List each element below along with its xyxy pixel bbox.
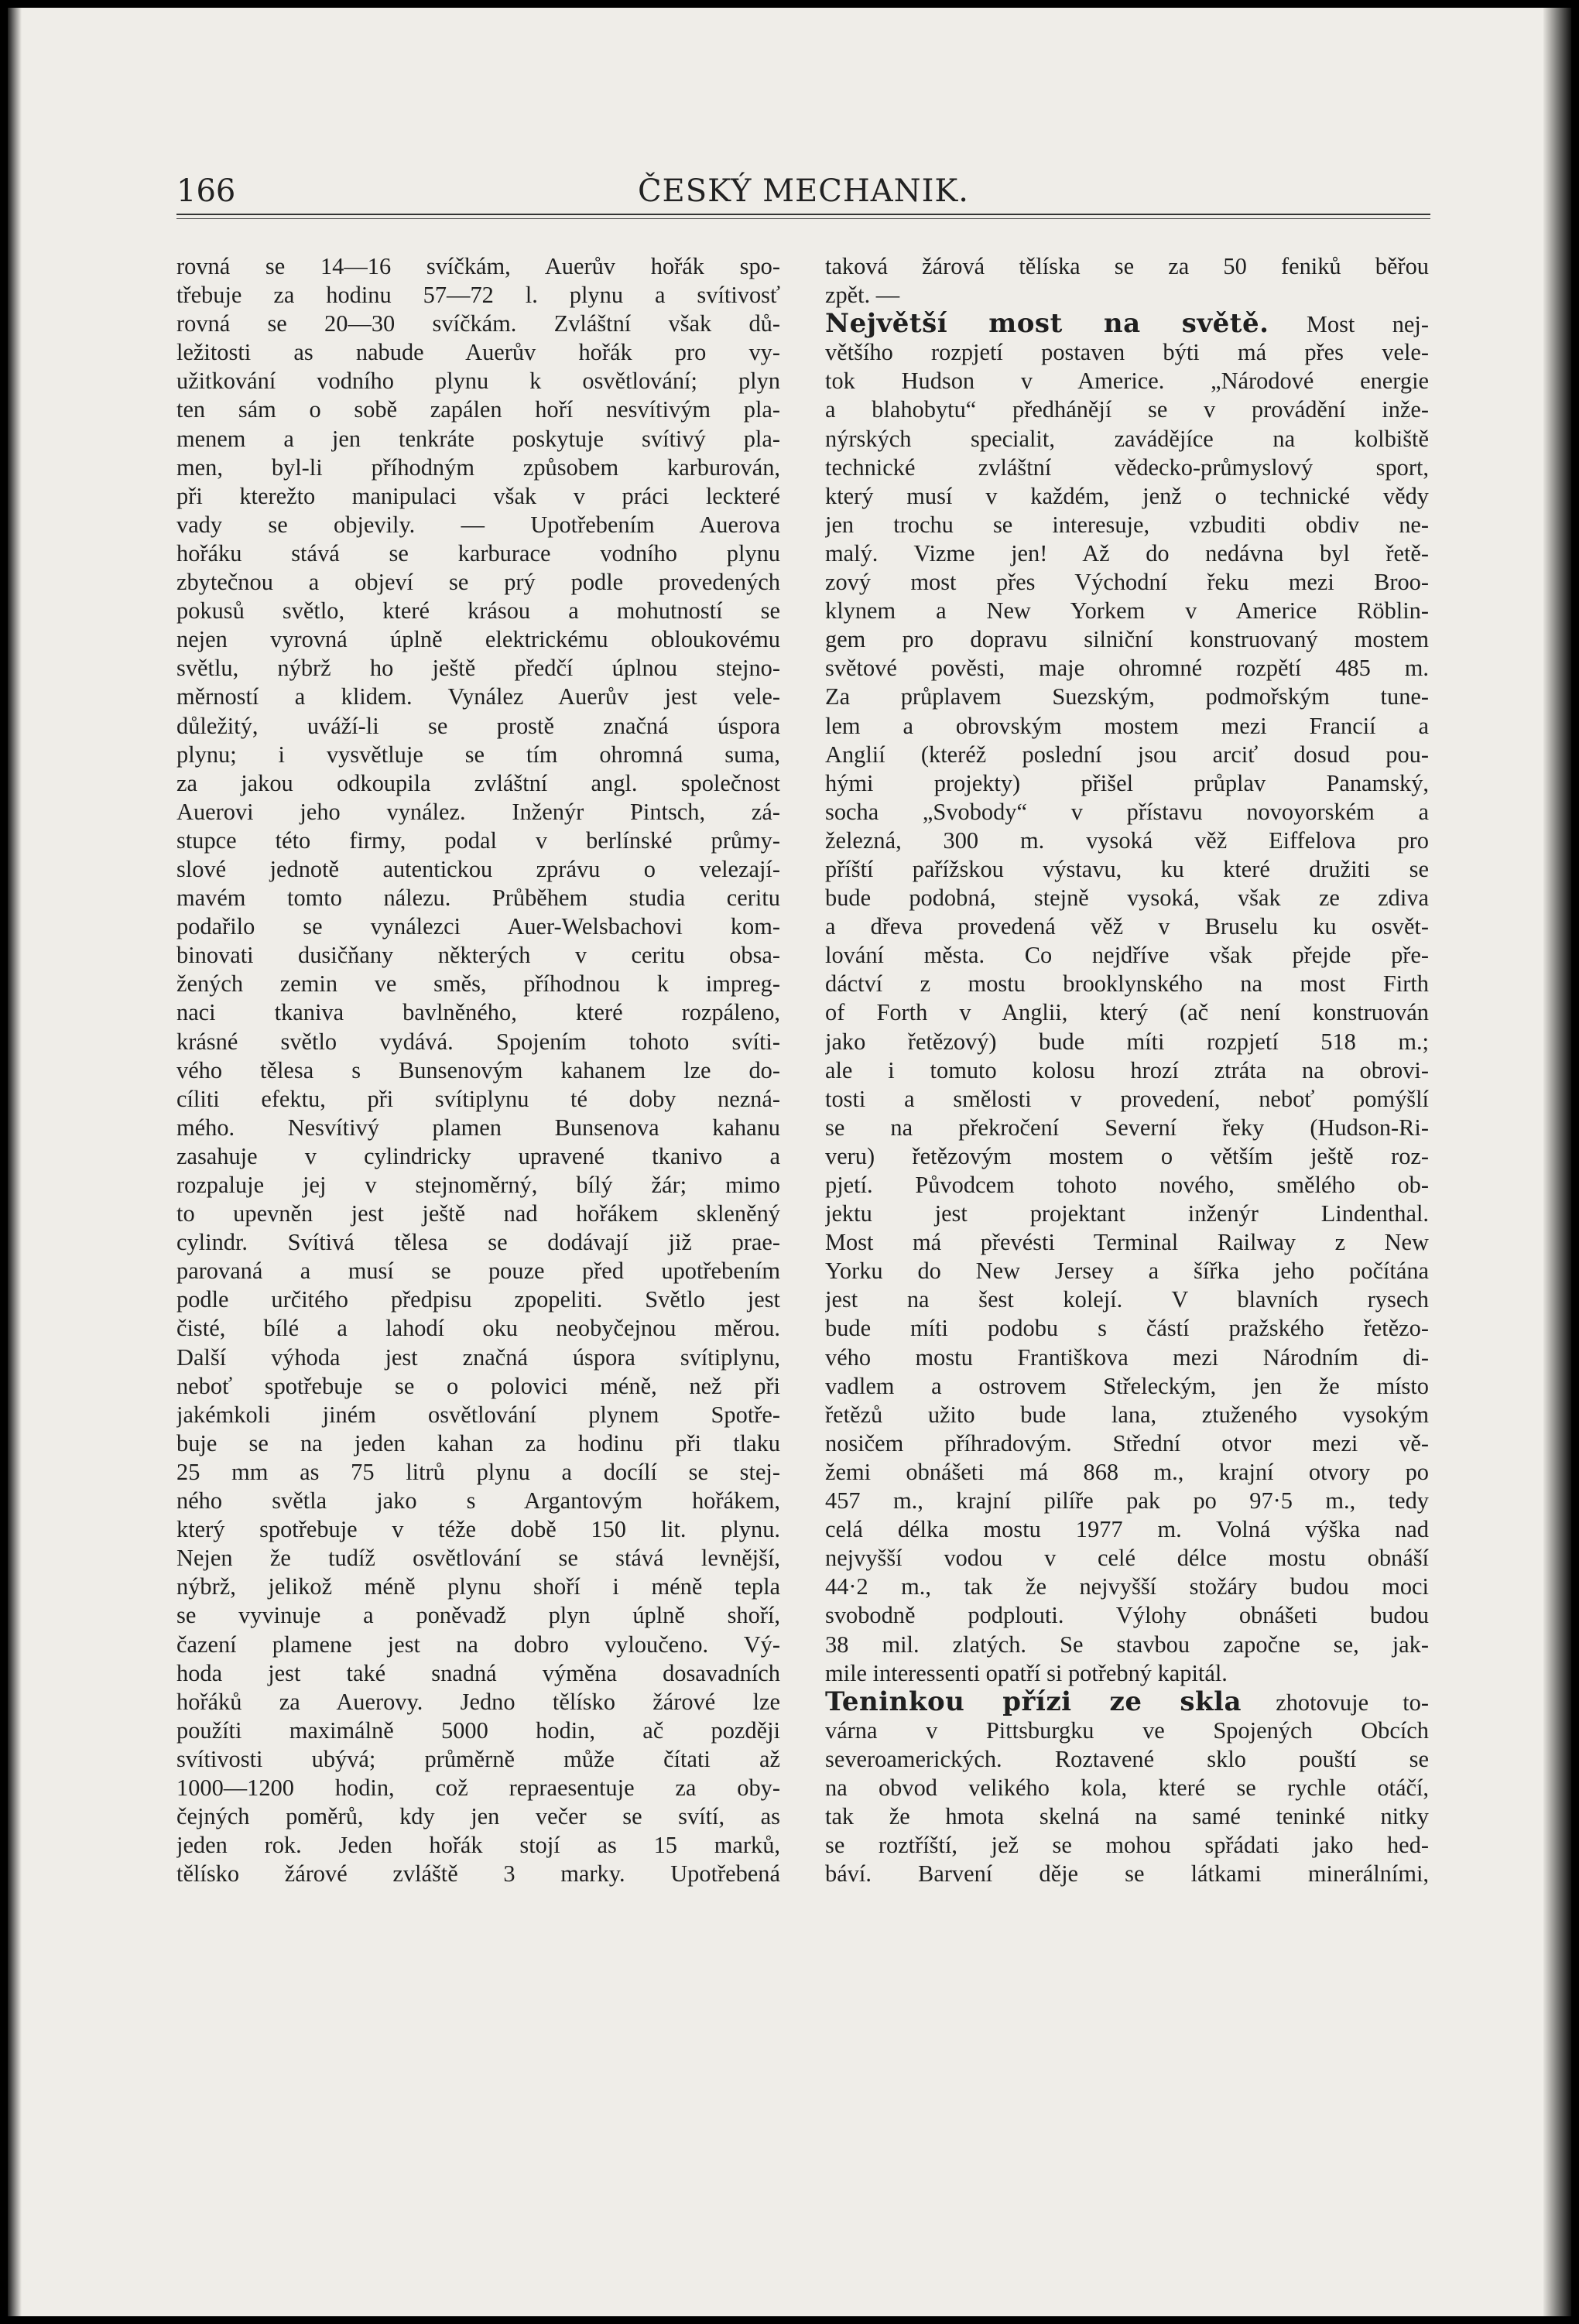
text-line: krásné světlo vydává. Spojením tohoto svíti- [176, 1028, 780, 1055]
text-line: of Forth v Anglii, který (ač není konstruován [825, 999, 1429, 1026]
text-line: mého. Nesvítivý plamen Bunsenova kahanu [176, 1114, 780, 1141]
text-line: Anglií (kteréž poslední jsou arciť dosud pou- [825, 741, 1429, 768]
text-line: 44·2 m., tak že nejvyšší stožáry budou moci [825, 1573, 1429, 1600]
text-line: nýrských specialit, zavádějíce na kolbiště [825, 425, 1429, 452]
text-line: na obvod velikého kola, které se rychle otáčí, [825, 1774, 1429, 1801]
text-line: Za průplavem Suezským, podmořským tune- [825, 683, 1429, 710]
header-rule [176, 214, 1430, 215]
text-line: menem a jen tenkráte poskytuje svítivý pla- [176, 425, 780, 452]
text-line: lem a obrovským mostem mezi Francií a [825, 712, 1429, 739]
text-line: ného světla jako s Argantovým hořákem, [176, 1487, 780, 1515]
text-line: hořáku stává se karburace vodního plynu [176, 539, 780, 566]
text-line: čejných poměrů, kdy jen večer se svítí, as [176, 1803, 780, 1830]
text-line: báví. Barvení děje se látkami minerálními, [825, 1860, 1429, 1888]
text-line: zbytečnou a objeví se prý podle provedených [176, 569, 780, 596]
text-line: to upevněn jest ještě nad hořákem skleněný [176, 1200, 780, 1227]
text-line: rovná se 20—30 svíčkám. Zvláštní však dů- [176, 310, 780, 337]
text-line: třebuje za hodinu 57—72 l. plynu a svítivosť [176, 282, 780, 309]
text-line: jen trochu se interesuje, vzbuditi obdiv ne- [825, 511, 1429, 538]
text-line: se vyvinuje a poněvadž plyn úplně shoří, [176, 1602, 780, 1629]
text-line: se roztříští, jež se mohou spřádati jako hed- [825, 1832, 1429, 1859]
text-line: tok Hudson v Americe. „Národové energie [825, 368, 1429, 395]
text-line: jakémkoli jiném osvětlování plynem Spotře- [176, 1401, 780, 1428]
left-column [176, 252, 780, 1888]
text-line: pjetí. Původcem tohoto nového, smělého ob- [825, 1172, 1429, 1198]
text-line: mile interessenti opatří si potřebný kapitál. [825, 1659, 1228, 1686]
text-line: gem pro dopravu silniční konstruovaný mostem [825, 626, 1429, 653]
text-line: vady se objevily. — Upotřebením Auerova [176, 511, 780, 538]
text-line: podařilo se vynálezci Auer-Welsbachovi kom- [176, 913, 780, 940]
text-line: parovaná a musí se pouze před upotřebením [176, 1258, 780, 1285]
text-line: 25 mm as 75 litrů plynu a docílí se stej- [176, 1458, 780, 1485]
text-line: se na překročení Severní řeky (Hudson-Ri- [825, 1114, 1429, 1141]
text-line: většího rozpjetí postaven býti má přes vele- [825, 339, 1429, 366]
text-line: hoda jest také snadná výměna dosavadních [176, 1659, 780, 1686]
text-line: za jakou odkoupila zvláštní angl. společnost [176, 769, 780, 796]
text-line: při kterežto manipulaci však v práci leckteré [176, 482, 780, 509]
text-line: bude podobná, stejně vysoká, však ze zdiva [825, 885, 1429, 912]
text-line: vého mostu Františkova mezi Národním di- [825, 1343, 1429, 1371]
text-line: veru) řetězovým mostem o větším ještě roz- [825, 1142, 1429, 1169]
text-line: a blahobytu“ předhánějí se v provádění inže- [825, 396, 1429, 423]
text-line: ležitosti as nabude Auerův hořák pro vy- [176, 339, 780, 366]
text-line: Další výhoda jest značná úspora svítiplynu, [176, 1343, 780, 1371]
text-line: světlu, nýbrž ho ještě předčí úplnou stejno- [176, 655, 780, 682]
text-line: nejen vyrovná úplně elektrickému obloukovému [176, 626, 780, 653]
text-line: zový most přes Východní řeku mezi Broo- [825, 569, 1429, 596]
text-line: binovati dusičňany některých v ceritu obsa- [176, 942, 780, 969]
text-line: nejvyšší vodou v celé délce mostu obnáší [825, 1545, 1429, 1572]
text-line: ale i tomuto kolosu hrozí ztráta na obrovi- [825, 1056, 1429, 1083]
text-line: zpět. — [825, 282, 900, 309]
text-line: 38 mil. zlatých. Se stavbou započne se, jak- [825, 1631, 1429, 1658]
text-line: nýbrž, jelikož méně plynu shoří i méně tepla [176, 1573, 780, 1600]
text-line: příští pařížskou výstavu, ku které družiti se [825, 855, 1429, 882]
text-line: taková žárová tělíska se za 50 feniků běřou [825, 253, 1429, 279]
text-line: hořáků za Auerovy. Jedno tělísko žárové lze [176, 1688, 780, 1715]
text-line: důležitý, uváží-li se prostě značná úspora [176, 712, 780, 739]
page-header [176, 169, 1430, 215]
heading-line-glass [825, 1688, 1429, 1716]
text-line: použíti maximálně 5000 hodin, ač později [176, 1716, 780, 1744]
text-line: naci tkaniva bavlněného, které rozpáleno, [176, 999, 780, 1026]
text-line: jektu jest projektant inženýr Lindenthal. [825, 1200, 1429, 1227]
text-line: slové jednotě autentickou zprávu o velezají- [176, 855, 780, 882]
text-line: cylindr. Svítivá tělesa se dodávají již prae- [176, 1229, 780, 1256]
text-line: řetězů užito bude lana, ztuženého vysokým [825, 1401, 1429, 1428]
heading-line-rest: zhotovuje to- [1242, 1689, 1429, 1716]
text-line: čazení plamene jest na dobro vyloučeno. Vý- [176, 1631, 780, 1658]
text-line: svítivosti ubývá; průměrně může čítati až [176, 1745, 780, 1772]
text-line: žemi obnášeti má 868 m., krajní otvory po [825, 1458, 1429, 1485]
text-line: zasahuje v cylindricky upravené tkanivo a [176, 1142, 780, 1169]
text-line: jeden rok. Jeden hořák stojí as 15 marků, [176, 1832, 780, 1859]
text-line: 1000—1200 hodin, což repraesentuje za oby- [176, 1774, 780, 1801]
text-line: ten sám o sobě zapálen hoří nesvítivým pla- [176, 396, 780, 423]
text-line: tak že hmota skelná na samé teninké nitky [825, 1803, 1429, 1830]
text-line: plynu; i vysvětluje se tím ohromná suma, [176, 741, 780, 768]
text-line: malý. Vizme jen! Až do nedávna byl řetě- [825, 539, 1429, 566]
text-line: celá délka mostu 1977 m. Volná výška nad [825, 1516, 1429, 1543]
text-line: železná, 300 m. vysoká věž Eiffelova pro [825, 827, 1429, 854]
text-line: užitkování vodního plynu k osvětlování; plyn [176, 368, 780, 395]
text-line: nosičem příhradovým. Střední otvor mezi vě- [825, 1429, 1429, 1456]
text-line: a dřeva provedená věž v Bruselu ku osvět- [825, 913, 1429, 940]
text-line: stupce této firmy, podal v berlínské průmy- [176, 827, 780, 854]
scan-edge-left [8, 8, 22, 2316]
text-line: podle určitého předpisu zpopeliti. Světlo jest [176, 1286, 780, 1313]
text-line: 457 m., krajní pilíře pak po 97·5 m., tedy [825, 1487, 1429, 1515]
text-line: tělísko žárové zvláště 3 marky. Upotřebená [176, 1860, 780, 1888]
page-number: 166 [176, 173, 236, 209]
text-line: hými projekty) přišel průplav Panamský, [825, 769, 1429, 796]
text-line: rozpaluje jej v stejnoměrný, bílý žár; mimo [176, 1172, 780, 1198]
text-line: světové pověsti, maje ohromné rozpětí 485 m. [825, 655, 1429, 682]
running-title: ČESKÝ MECHANIK. [637, 173, 970, 209]
scan-edge-right [1543, 8, 1571, 2316]
text-line: socha „Svobody“ v přístavu novoyorském a [825, 798, 1429, 825]
text-line: čisté, bílé a lahodí oku neobyčejnou měrou. [176, 1315, 780, 1342]
text-line: technické zvláštní vědecko-průmyslový sport, [825, 454, 1429, 481]
text-line: cíliti efektu, při svítiplynu té doby nezná- [176, 1085, 780, 1112]
text-line: vého tělesa s Bunsenovým kahanem lze do- [176, 1056, 780, 1083]
text-line: měrností a klidem. Vynález Auerův jest vele- [176, 683, 780, 710]
header-rule-thin [176, 218, 1430, 219]
text-line: Auerovi jeho vynález. Inženýr Pintsch, zá- [176, 798, 780, 825]
text-line: men, byl-li příhodným způsobem karburován, [176, 454, 780, 481]
text-line: rovná se 14—16 svíčkám, Auerův hořák spo- [176, 253, 780, 279]
heading-line-rest: Most nej- [1269, 311, 1429, 338]
right-column [825, 252, 1429, 1888]
text-line: dáctví z mostu brooklynského na most Firth [825, 970, 1429, 998]
text-line: severoamerických. Roztavené sklo pouští se [825, 1745, 1429, 1772]
text-line: lování města. Co nejdříve však přejde pře- [825, 942, 1429, 969]
text-line: který spotřebuje v téže době 150 lit. plynu. [176, 1516, 780, 1543]
text-line: tosti a smělosti v provedení, neboť pomýšlí [825, 1085, 1429, 1112]
text-line: bude míti podobu s částí pražského řetězo- [825, 1315, 1429, 1342]
text-line: mavém tomto nálezu. Průběhem studia ceritu [176, 885, 780, 912]
text-line: který musí v každém, jenž o technické vědy [825, 482, 1429, 509]
article-heading: Teninkou přízi ze skla [825, 1687, 1242, 1716]
text-line: jako řetězový) bude míti rozpjetí 518 m.; [825, 1028, 1429, 1055]
text-line: klynem a New Yorkem v Americe Röblin- [825, 597, 1429, 625]
text-line: pokusů světlo, které krásou a mohutností se [176, 597, 780, 625]
article-heading: Největší most na světě. [825, 310, 1269, 339]
text-line: žených zemin ve směs, příhodnou k impreg- [176, 970, 780, 998]
text-line: neboť spotřebuje se o polovici méně, než při [176, 1372, 780, 1399]
text-line: buje se na jeden kahan za hodinu při tlaku [176, 1429, 780, 1456]
text-line: várna v Pittsburgku ve Spojených Obcích [825, 1716, 1429, 1744]
text-line: Nejen že tudíž osvětlování se stává levnější, [176, 1545, 780, 1572]
text-line: Yorku do New Jersey a šířka jeho počítána [825, 1258, 1429, 1285]
text-line: svobodně podplouti. Výlohy obnášeti budou [825, 1602, 1429, 1629]
text-line: Most má převésti Terminal Railway z New [825, 1229, 1429, 1256]
heading-line-bridge [825, 310, 1429, 338]
text-line: vadlem a ostrovem Střeleckým, jen že místo [825, 1372, 1429, 1399]
text-line: jest na šest kolejí. V blavních rysech [825, 1286, 1429, 1313]
